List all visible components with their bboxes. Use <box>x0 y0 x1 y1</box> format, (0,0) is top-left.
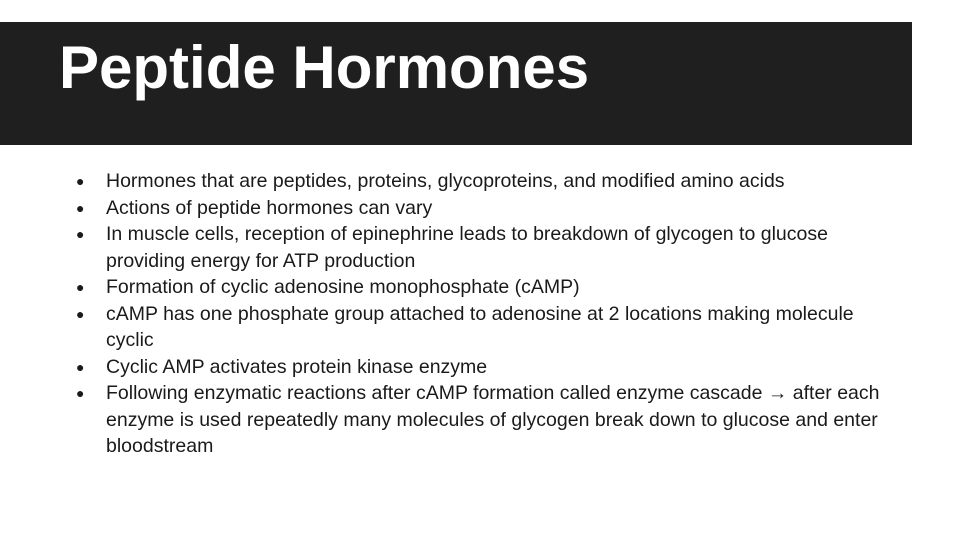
bullet-dot-icon: ● <box>76 173 85 189</box>
bullet-dot-icon: ● <box>76 305 85 322</box>
bullet-text: cAMP has one phosphate group attached to adenosine at 2 locations making molecule cyclic <box>106 302 854 351</box>
bullet-item <box>76 168 896 195</box>
bullet-item <box>76 195 896 222</box>
bullet-dot-icon: ● <box>76 279 85 295</box>
bullet-text: Hormones that are peptides, proteins, glycoproteins, and modified amino acids <box>106 170 785 192</box>
bullet-item <box>76 274 896 301</box>
bullet-text: Cyclic AMP activates protein kinase enzyme <box>106 355 488 378</box>
bullet-dot-icon: ● <box>76 385 85 401</box>
bullet-text: Formation of cyclic adenosine monophosphate (cAMP) <box>106 276 580 298</box>
bullet-item <box>76 380 896 460</box>
bullet-item <box>76 301 896 354</box>
bullet-dot-icon: ● <box>76 199 85 216</box>
bullet-item <box>76 221 896 274</box>
bullet-text: In muscle cells, reception of epinephrine leads to breakdown of glycogen to glucose providing energy for ATP production <box>106 223 828 272</box>
bullet-text: Actions of peptide hormones can vary <box>106 196 433 219</box>
bullet-dot-icon: ● <box>76 226 85 242</box>
bullet-dot-icon: ● <box>76 358 85 375</box>
bullet-item <box>76 354 896 381</box>
slide-title: Peptide Hormones <box>59 34 590 101</box>
bullet-list <box>76 168 896 460</box>
bullet-text: Following enzymatic reactions after cAMP formation called enzyme cascade → after each enzyme is used repeatedly many molecules of glycogen break down to glucose and enter bloodstream <box>106 382 880 457</box>
